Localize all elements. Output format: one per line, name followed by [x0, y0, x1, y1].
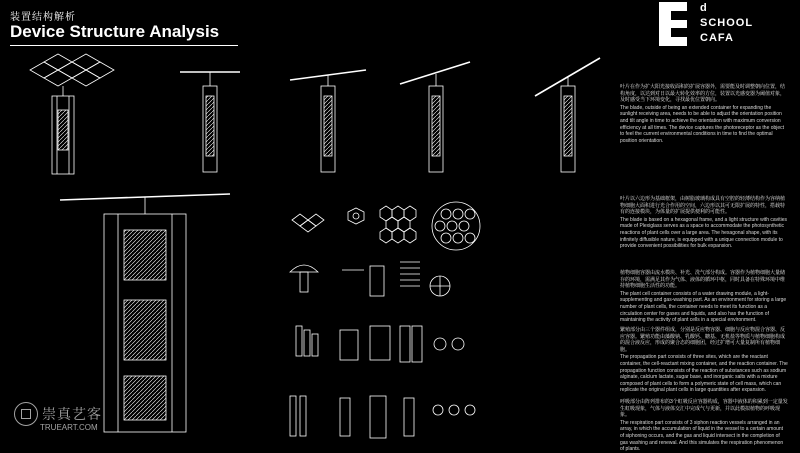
text-block-en: The plant cell container consists of a water drawing module, a light-supplementing and gas-washing part. As an environment for storing a large number of plant cells, the container needs to meet its function as a circulation center for gases and liquids, and also has the function of maintaining the activity of plant cells in a special environment. [620, 290, 787, 324]
hex-canopy-column-drawing [30, 54, 114, 174]
page-title-cn: 装置结构解析 [10, 12, 76, 23]
watermark [14, 402, 102, 432]
column-tilt-max-drawing [535, 58, 600, 172]
text-block-plant-container [620, 270, 788, 324]
text-block-propagation [620, 327, 788, 394]
text-block-blade-orientation [620, 84, 788, 144]
propagation-drawings [296, 326, 464, 362]
text-block-en: The propagation part consists of three sites, which are the reactant container, the cell-reactant mixing container, and the reaction container. The propagation function consists of the reaction of substances such as sodium alginate, calcium lactate, sugar base, and inorganic salts with a mixture composed of plant cells to form a polymeric state of cell mass, which can replicate the original plant cells in large quantities after expansion. [620, 354, 788, 394]
text-block-respiration [620, 399, 788, 453]
text-block-cn: 呼吸部分由阵列排布的3个虹吸反应容器构成，容器中液体的积累到一定量发生虹吸现象，气体与液体交汇中完成气与更新，并以此模拟植物的呼吸现象。 [620, 399, 788, 419]
text-block-cn: 繁殖部分由三个器件组成，分别是反应物容器、细胞与反应物混合容器、反应容器。繁殖功能由藻酸钠、乳酸钙、糖基、无机盐等物质与植物细胞构成的混合液反应，形成的聚合态的细胞团，经过扩增可大量复制所有植物细胞。 [620, 327, 786, 353]
column-flat-top-drawing [180, 72, 240, 172]
logo-line-3: CAFA [700, 32, 734, 44]
watermark-text-en: TRUEART.COM [40, 423, 98, 432]
text-block-hex-frame [620, 196, 788, 250]
column-tilt-left-drawing [290, 70, 366, 172]
text-block-cn: 植物细胞容器由流水模块、补光、洗气部分构成。容器作为植物细胞大量储存的环境，需满足其作为气体、液体的循环中枢，同时具备在特殊环境中维持植物细胞生活性的功能。 [620, 270, 786, 290]
column-tilt-steep-drawing [400, 62, 470, 172]
main-column-section-drawing [60, 194, 230, 432]
logo-line-1: d [700, 2, 708, 14]
hex-module-drawings [292, 202, 480, 250]
logo-line-2: SCHOOL [700, 17, 754, 29]
page-title: Device Structure Analysis [10, 22, 220, 41]
text-block-cn: 叶片在作为扩大阳光接收面积的扩展容器外，需要能及时调整朝向位置，结构角度，以达到对日以最大转化效率的方位，装置以光感变器为阈值对象，及时感受当下环境变化，寻找最优位置朝向。 [620, 84, 786, 104]
text-block-cn: 叶片以六边形为基础框架，由树脂玻璃构成具有空腔的轻薄结构作为容纳植物细胞大面积进行光合作用的空间，六边形以其可无限扩展的特性，搭载特有的连接模块，为体量的扩展提供便利的可能性。 [620, 196, 786, 216]
text-block-en: The blade is based on a hexagonal frame, and a light structure with cavities made of Plexiglass serves as a space to accommodate the photosynthetic reactions of plant cells over a large area. The hexagonal shape, with its infinitely diffusible nature, is equipped with a unique connection module to provide convenient possibilities for bulk expansion. [620, 216, 788, 250]
respiration-drawings [290, 396, 475, 438]
text-block-en: The blade, outside of being an extended container for expanding the sunlight receiving area, needs to be able to adjust the orientation position and tilt angle in time to achieve the orientation with maximum conversion efficiency at all times. The device captures the photoreceptor as the object to feel the current environmental conditions in time to find the optimal position orientation. [620, 104, 785, 144]
watermark-text-cn: 崇真艺客 [42, 406, 102, 422]
text-block-en: The respiration part consists of 3 siphon reaction vessels arranged in an array, in which the accumulation of liquid in the vessel to a certain amount of siphoning occurs, and the gas and liquid intersect in the completion of gas washing and renewal. And this simulates the respiration phenomenon of plants. [620, 419, 784, 453]
watermark-logo-icon [14, 402, 38, 426]
plant-container-drawings [290, 262, 450, 296]
